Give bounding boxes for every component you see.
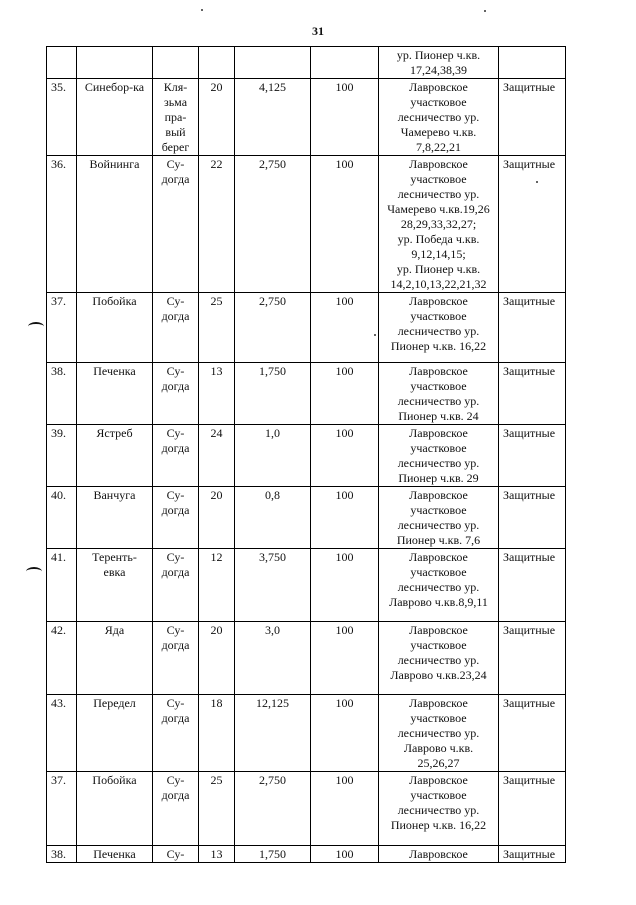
location-text: Лавровское участковое лесничество ур. Чамерево ч.кв. 7,8,22,21	[397, 80, 480, 154]
zone-width-value: 0,8	[265, 488, 280, 502]
cell-length-value	[199, 622, 235, 695]
row-number: 41.	[51, 550, 66, 564]
scan-speck	[201, 9, 203, 11]
location-text: Лавровское участковое лесничество ур. Чамерево ч.кв.19,26 28,29,33,32,27; ур. Победа ч.кв. 9,12,14,15; ур. Пионер ч.кв. 14,2,10,13,22,21,32	[387, 157, 490, 291]
row-number: 36.	[51, 157, 66, 171]
location-text: Лавровское участковое лесничество ур. Пионер ч.кв. 16,22	[390, 294, 487, 353]
cell-location-text	[379, 425, 499, 487]
cell-protection-zone-value	[311, 695, 379, 772]
cell-river-basin	[153, 549, 199, 622]
length-value: 25	[210, 294, 223, 308]
forest-category: Защитные	[503, 550, 556, 564]
cell-water-body-name	[77, 695, 153, 772]
protection-zone-value: 100	[335, 364, 354, 378]
row-number: 37.	[51, 294, 66, 308]
cell-location-text	[379, 79, 499, 156]
table-body	[47, 47, 566, 863]
cell-zone-width-value	[235, 47, 311, 79]
cell-length-value	[199, 772, 235, 846]
cell-water-body-name	[77, 363, 153, 425]
cell-forest-category	[499, 622, 566, 695]
cell-river-basin	[153, 293, 199, 363]
cell-length-value	[199, 846, 235, 863]
row-number: 38.	[51, 364, 66, 378]
scan-speck	[484, 10, 486, 12]
location-text: Лавровское участковое лесничество ур. Лаврово ч.кв.23,24	[390, 623, 487, 682]
table-row	[47, 772, 566, 846]
location-text: Лавровское участковое лесничество ур. Пионер ч.кв. 24	[397, 364, 480, 423]
cell-location-text	[379, 772, 499, 846]
cell-row-number	[47, 363, 77, 425]
cell-protection-zone-value	[311, 846, 379, 863]
cell-row-number	[47, 549, 77, 622]
river-basin: Су- догда	[161, 488, 190, 517]
cell-zone-width-value	[235, 846, 311, 863]
table-row	[47, 156, 566, 293]
forest-category: Защитные	[503, 773, 556, 787]
cell-location-text	[379, 293, 499, 363]
river-basin: Су- догда	[161, 550, 190, 579]
cell-forest-category	[499, 79, 566, 156]
cell-row-number	[47, 695, 77, 772]
protection-zone-value: 100	[335, 623, 354, 637]
row-number: 39.	[51, 426, 66, 440]
table-row	[47, 47, 566, 79]
cell-length-value	[199, 156, 235, 293]
cell-zone-width-value	[235, 549, 311, 622]
length-value: 24	[210, 426, 223, 440]
water-body-name: Печенка	[93, 364, 136, 378]
river-basin: Су- догда	[161, 294, 190, 323]
cell-zone-width-value	[235, 156, 311, 293]
cell-water-body-name	[77, 549, 153, 622]
location-text: ур. Пионер ч.кв. 17,24,38,39	[396, 48, 481, 77]
row-number: 35.	[51, 80, 66, 94]
row-number: 37.	[51, 773, 66, 787]
margin-mark	[26, 567, 42, 576]
water-body-name: Печенка	[93, 847, 136, 861]
cell-location-text	[379, 156, 499, 293]
table-row	[47, 695, 566, 772]
length-value: 25	[210, 773, 223, 787]
cell-protection-zone-value	[311, 79, 379, 156]
water-body-name: Передел	[93, 696, 136, 710]
cell-location-text	[379, 549, 499, 622]
zone-width-value: 1,0	[265, 426, 280, 440]
table-row	[47, 363, 566, 425]
cell-protection-zone-value	[311, 487, 379, 549]
cell-river-basin	[153, 695, 199, 772]
forest-category: Защитные	[503, 294, 556, 308]
cell-zone-width-value	[235, 622, 311, 695]
water-body-name: Побойка	[92, 773, 137, 787]
cell-location-text	[379, 695, 499, 772]
cell-length-value	[199, 695, 235, 772]
length-value: 20	[210, 80, 223, 94]
forest-category: Защитные	[503, 364, 556, 378]
cell-zone-width-value	[235, 772, 311, 846]
cell-water-body-name	[77, 772, 153, 846]
river-basin: Су- догда	[161, 773, 190, 802]
location-text: Лавровское участковое лесничество ур. Пионер ч.кв. 16,22	[390, 773, 487, 832]
cell-row-number	[47, 156, 77, 293]
cell-forest-category	[499, 156, 566, 293]
cell-zone-width-value	[235, 425, 311, 487]
cell-length-value	[199, 293, 235, 363]
zone-width-value: 2,750	[259, 773, 286, 787]
cell-water-body-name	[77, 487, 153, 549]
cell-water-body-name	[77, 293, 153, 363]
length-value: 13	[210, 364, 223, 378]
cell-row-number	[47, 293, 77, 363]
cell-river-basin	[153, 846, 199, 863]
cell-protection-zone-value	[311, 425, 379, 487]
water-body-name: Синебор-ка	[84, 80, 145, 94]
cell-forest-category	[499, 695, 566, 772]
table-row	[47, 846, 566, 863]
forest-category: Защитные	[503, 696, 556, 710]
cell-length-value	[199, 549, 235, 622]
cell-length-value	[199, 425, 235, 487]
cell-protection-zone-value	[311, 772, 379, 846]
cell-length-value	[199, 487, 235, 549]
cell-row-number	[47, 487, 77, 549]
table-row	[47, 622, 566, 695]
cell-forest-category	[499, 425, 566, 487]
zone-width-value: 2,750	[259, 294, 286, 308]
location-text: Лавровское участковое лесничество ур. Лаврово ч.кв. 25,26,27	[397, 696, 480, 770]
cell-forest-category	[499, 293, 566, 363]
river-basin: Су- догда	[161, 696, 190, 725]
cell-row-number	[47, 622, 77, 695]
location-text: Лавровское	[409, 847, 468, 861]
row-number: 43.	[51, 696, 66, 710]
cell-river-basin	[153, 772, 199, 846]
protection-zone-value: 100	[335, 847, 354, 861]
cell-forest-category	[499, 549, 566, 622]
cell-river-basin	[153, 363, 199, 425]
forest-category: Защитные	[503, 847, 556, 861]
length-value: 22	[210, 157, 223, 171]
cell-row-number	[47, 425, 77, 487]
cell-forest-category	[499, 846, 566, 863]
cell-forest-category	[499, 47, 566, 79]
location-text: Лавровское участковое лесничество ур. Лаврово ч.кв.8,9,11	[389, 550, 488, 609]
cell-length-value	[199, 79, 235, 156]
cell-length-value	[199, 363, 235, 425]
row-number: 40.	[51, 488, 66, 502]
cell-water-body-name	[77, 156, 153, 293]
cell-river-basin	[153, 487, 199, 549]
cell-zone-width-value	[235, 293, 311, 363]
zone-width-value: 1,750	[259, 364, 286, 378]
cell-location-text	[379, 846, 499, 863]
table-row	[47, 487, 566, 549]
cell-forest-category	[499, 487, 566, 549]
protection-zone-value: 100	[335, 488, 354, 502]
zone-width-value: 1,750	[259, 847, 286, 861]
cell-water-body-name	[77, 846, 153, 863]
cell-protection-zone-value	[311, 156, 379, 293]
row-number: 38.	[51, 847, 66, 861]
cell-protection-zone-value	[311, 363, 379, 425]
length-value: 12	[210, 550, 223, 564]
water-body-name: Яда	[104, 623, 125, 637]
cell-zone-width-value	[235, 695, 311, 772]
page-number: 31	[312, 24, 324, 38]
water-body-name: Ястреб	[96, 426, 133, 440]
cell-water-body-name	[77, 425, 153, 487]
zone-width-value: 3,750	[259, 550, 286, 564]
protection-zone-value: 100	[335, 773, 354, 787]
cell-row-number	[47, 47, 77, 79]
cell-location-text	[379, 363, 499, 425]
river-basin: Су-	[166, 847, 185, 861]
protection-zone-value: 100	[335, 696, 354, 710]
length-value: 20	[210, 488, 223, 502]
river-basin: Су- догда	[161, 426, 190, 455]
margin-mark	[28, 322, 44, 331]
cell-location-text	[379, 487, 499, 549]
cell-river-basin	[153, 425, 199, 487]
table-row	[47, 549, 566, 622]
table-row	[47, 79, 566, 156]
zone-width-value: 12,125	[256, 696, 289, 710]
cell-zone-width-value	[235, 79, 311, 156]
location-text: Лавровское участковое лесничество ур. Пионер ч.кв. 7,6	[396, 488, 481, 547]
forest-category: Защитные	[503, 157, 556, 171]
length-value: 13	[210, 847, 223, 861]
cell-zone-width-value	[235, 487, 311, 549]
protection-zone-value: 100	[335, 157, 354, 171]
cell-river-basin	[153, 79, 199, 156]
location-text: Лавровское участковое лесничество ур. Пионер ч.кв. 29	[397, 426, 480, 485]
cell-protection-zone-value	[311, 549, 379, 622]
river-basin: Кля- зьма пра- вый берег	[161, 80, 190, 154]
cell-protection-zone-value	[311, 293, 379, 363]
protection-zone-value: 100	[335, 426, 354, 440]
length-value: 20	[210, 623, 223, 637]
cell-location-text	[379, 47, 499, 79]
water-body-name: Теренть- евка	[92, 550, 137, 579]
cell-river-basin	[153, 47, 199, 79]
water-body-name: Ванчуга	[93, 488, 136, 502]
cell-protection-zone-value	[311, 622, 379, 695]
row-number: 42.	[51, 623, 66, 637]
cell-forest-category	[499, 772, 566, 846]
cell-location-text	[379, 622, 499, 695]
forest-category: Защитные	[503, 488, 556, 502]
zone-width-value: 2,750	[259, 157, 286, 171]
cell-forest-category	[499, 363, 566, 425]
cell-water-body-name	[77, 79, 153, 156]
water-body-name: Побойка	[92, 294, 137, 308]
cell-row-number	[47, 846, 77, 863]
zone-width-value: 4,125	[259, 80, 286, 94]
cell-water-body-name	[77, 47, 153, 79]
cell-water-body-name	[77, 622, 153, 695]
forest-table	[46, 46, 566, 863]
zone-width-value: 3,0	[265, 623, 280, 637]
cell-river-basin	[153, 156, 199, 293]
river-basin: Су- догда	[161, 364, 190, 393]
forest-category: Защитные	[503, 623, 556, 637]
cell-row-number	[47, 79, 77, 156]
cell-protection-zone-value	[311, 47, 379, 79]
cell-zone-width-value	[235, 363, 311, 425]
length-value: 18	[210, 696, 223, 710]
cell-river-basin	[153, 622, 199, 695]
table-row	[47, 293, 566, 363]
table-row	[47, 425, 566, 487]
protection-zone-value: 100	[335, 80, 354, 94]
forest-category: Защитные	[503, 426, 556, 440]
river-basin: Су- догда	[161, 623, 190, 652]
water-body-name: Войнинга	[89, 157, 140, 171]
forest-category: Защитные	[503, 80, 556, 94]
river-basin: Су- догда	[161, 157, 190, 186]
protection-zone-value: 100	[335, 550, 354, 564]
cell-row-number	[47, 772, 77, 846]
protection-zone-value: 100	[335, 294, 354, 308]
cell-length-value	[199, 47, 235, 79]
